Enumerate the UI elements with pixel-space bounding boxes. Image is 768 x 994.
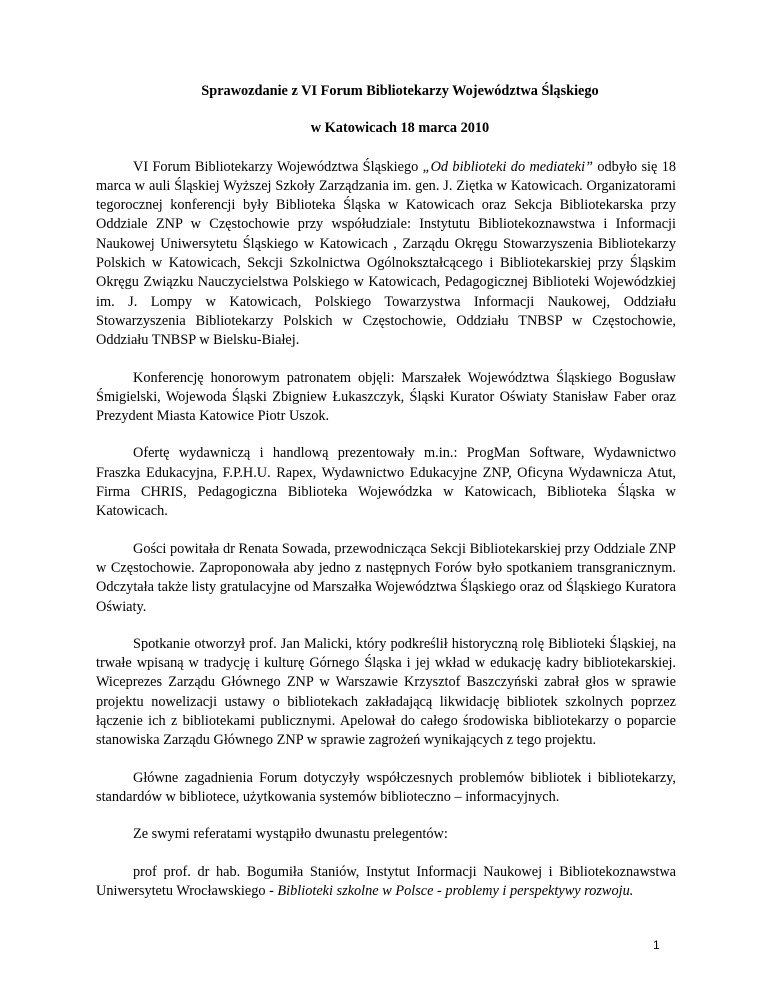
paragraph-intro-rest: odbyło się 18 marca w auli Śląskiej Wyższej Szkoły Zarządzania im. gen. J. Ziętka w Katowicach. Organizatorami tegorocznej konferencji były Biblioteka Śląska w Katowicach oraz Sekcja Bibliotekarska przy Oddziale ZNP w Częstochowie przy współudziale: Instytutu Bibliotekoznawstwa i Informacji Naukowej Uniwersytetu Śląskiego w Katowicach , Zarządu Okręgu Stowarzyszenia Bibliotekarzy Polskich w Katowicach, Sekcji Szkolnictwa Ogólnokształcącego i Bibliotekarskiej przy Śląskim Okręgu Związku Nauczycielstwa Polskiego w Katowicach, Pedagogicznej Biblioteki Wojewódzkiej im. J. Lompy w Katowicach, Polskiego Towarzystwa Informacji Naukowej, Oddziału Stowarzyszenia Bibliotekarzy Polskich w Częstochowie, Oddziału TNBSP w Częstochowie, Oddziału TNBSP w Bielsku-Białej. xyxy=(96,158,676,349)
paragraph-exhibitors: Ofertę wydawniczą i handlową prezentowały m.in.: ProgMan Software, Wydawnictwo Fraszka Edukacyjna, F.P.H.U. Rapex, Wydawnictwo Edukacyjne ZNP, Oficyna Wydawnicza Atut, Firma CHRIS, Pedagogiczna Biblioteka Wojewódzka w Katowicach, Biblioteka Śląska w Katowicach. xyxy=(96,445,676,520)
document-title: Sprawozdanie z VI Forum Bibliotekarzy Województwa Śląskiego xyxy=(201,83,599,99)
document-page xyxy=(96,82,676,901)
document-subtitle: w Katowicach 18 marca 2010 xyxy=(310,120,490,137)
page-number: 1 xyxy=(653,938,660,952)
paragraph-speaker-1 xyxy=(96,863,676,902)
speaker-1-talk-title: Biblioteki szkolne w Polsce - problemy i perspektywy rozwoju. xyxy=(277,882,634,899)
forum-motto: „Od biblioteki do mediateki” xyxy=(422,158,593,175)
paragraph-intro-start: VI Forum Bibliotekarzy Województwa Śląskiego xyxy=(133,158,423,175)
speaker-1-name: prof prof. dr hab. Bogumiła Staniów, Instytut Informacji Naukowej i Bibliotekoznawstwa Uniwersytetu Wrocławskiego - xyxy=(96,863,676,899)
paragraph-intro xyxy=(96,158,676,351)
paragraph-welcome: Gości powitała dr Renata Sowada, przewodnicząca Sekcji Bibliotekarskiej przy Oddziale ZNP w Częstochowie. Zaproponowała aby jedno z następnych Forów było spotkaniem transgranicznym. Odczytała także listy gratulacyjne od Marszałka Województwa Śląskiego oraz od Śląskiego Kuratora Oświaty. xyxy=(96,540,676,615)
paragraph-opening: Spotkanie otworzył prof. Jan Malicki, który podkreślił historyczną rolę Biblioteki Śląskiej, na trwałe wpisaną w tradycję i kulturę Górnego Śląska i jej wkład w edukację kadry bibliotekarskiej. Wiceprezes Zarządu Głównego ZNP w Warszawie Krzysztof Baszczyński zabrał głos w sprawie projektu nowelizacji ustawy o bibliotekach zakładającą likwidację bibliotek szkolnych poprzez łączenie ich z bibliotekami publicznymi. Apelował do całego środowiska bibliotekarzy o poparcie stanowiska Zarządu Głównego ZNP w sprawie zagrożeń wynikających z tego projektu. xyxy=(96,635,676,749)
paragraph-patronage: Konferencję honorowym patronatem objęli: Marszałek Województwa Śląskiego Bogusław Śmigielski, Wojewoda Śląski Zbigniew Łukaszczyk, Śląski Kurator Oświaty Stanisław Faber oraz Prezydent Miasta Katowice Piotr Uszok. xyxy=(96,369,676,425)
paragraph-speakers-intro: Ze swymi referatami wystąpiło dwunastu prelegentów: xyxy=(133,826,448,843)
paragraph-topics: Główne zagadnienia Forum dotyczyły współczesnych problemów bibliotek i bibliotekarzy, standardów w bibliotece, użytkowania systemów biblioteczno – informacyjnych. xyxy=(96,769,676,805)
